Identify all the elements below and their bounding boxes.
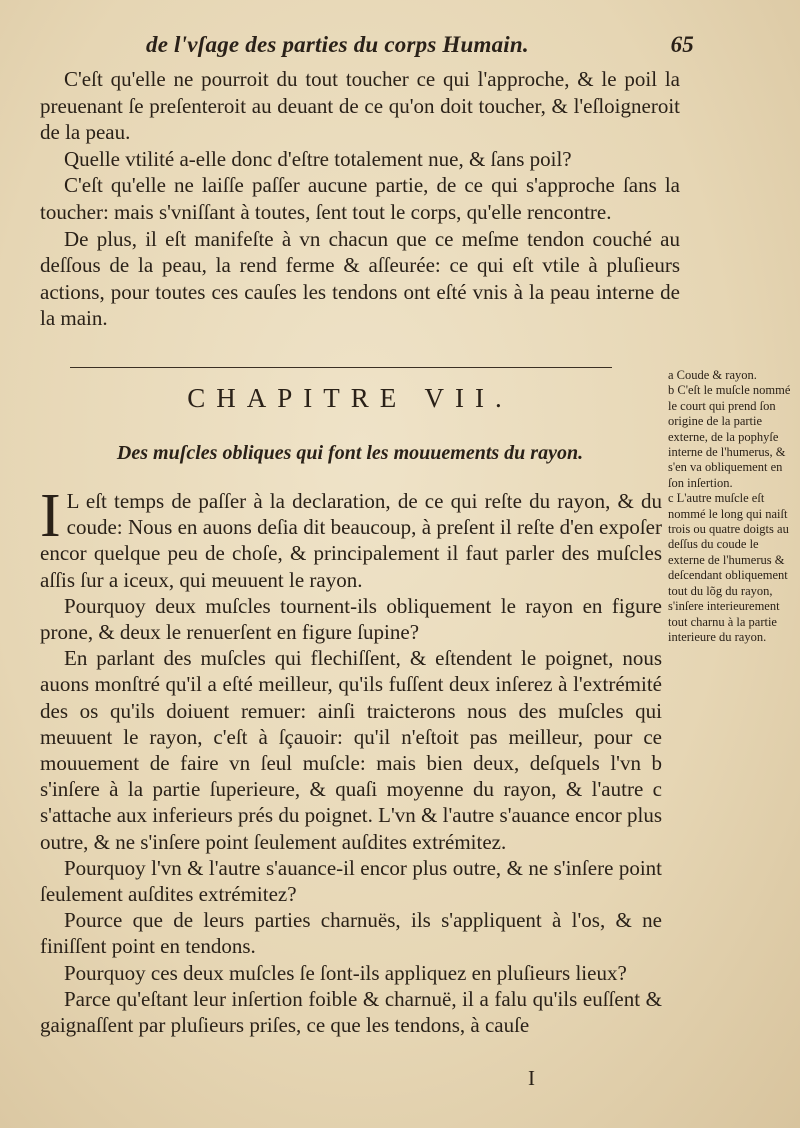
- paragraph: Pourquoy deux muſcles tournent-ils obliquement le rayon en figure prone, & deux le renuerſent en figure ſupine?: [40, 593, 662, 645]
- page-number: 65: [670, 32, 694, 57]
- chapter-heading: CHAPITRE VII.: [187, 383, 513, 413]
- paragraph: Quelle vtilité a-elle donc d'eſtre totalement nue, & ſans poil?: [64, 146, 572, 171]
- margin-notes: [668, 368, 792, 645]
- paragraph: Pourquoy ces deux muſcles ſe ſont-ils appliquez en pluſieurs lieux?: [64, 960, 627, 985]
- margin-note: b C'eſt le muſcle nommé le court qui prend ſon origine de la partie externe, de la pophyſe interne de l'humerus, & s'en va obliquement en ſon inſertion.: [668, 383, 791, 490]
- paragraph: Parce qu'eſtant leur inſertion foible & charnuë, il a falu qu'ils euſſent & gaignaſſent par pluſieurs priſes, ce que les tendons, à cauſe: [40, 986, 662, 1038]
- margin-note: c L'autre muſcle eſt nommé le long qui naiſt trois ou quatre doigts au deſſus du coude le externe de l'humerus & deſcendant obliquement tout du lõg du rayon, s'inſere interieurement tout charnu à la partie interieure du rayon.: [668, 491, 789, 644]
- paragraph: De plus, il eſt manifeſte à vn chacun que ce meſme tendon couché au deſſous de la peau, la rend ferme & aſſeurée: ce qui eſt vtile à pluſieurs actions, pour toutes ces cauſes les tendons ont eſté vnis à la peau interne de la main.: [40, 226, 680, 331]
- running-head-title: de l'vſage des parties du corps Humain.: [146, 32, 529, 57]
- intro-text: [40, 66, 680, 332]
- margin-note: a Coude & rayon.: [668, 368, 757, 382]
- catchword: I: [528, 1066, 535, 1090]
- paragraph: C'eſt qu'elle ne laiſſe paſſer aucune partie, de ce qui s'approche ſans la toucher: mais s'vniſſant à toutes, ſent tout le corps, qu'elle rencontre.: [40, 173, 680, 224]
- section-divider: [70, 367, 612, 368]
- paragraph: [40, 482, 662, 593]
- chapter-body: [40, 482, 662, 1038]
- chapter-subtitle: Des muſcles obliques qui font les mouuements du rayon.: [116, 442, 584, 464]
- paragraph: Pource que de leurs parties charnuës, ils s'appliquent à l'os, & ne finiſſent point en tendons.: [40, 908, 662, 959]
- drop-cap: I: [40, 482, 61, 550]
- paragraph: C'eſt qu'elle ne pourroit du tout toucher ce qui l'approche, & le poil la preuenant ſe preſenteroit au deuant de ce qu'on doit toucher, & l'eſloigneroit de la peau.: [40, 67, 680, 145]
- paragraph: En parlant des muſcles qui flechiſſent, & eſtendent le poignet, nous auons monſtré qu'il a eſté meilleur, qu'ils fuſſent deux inſerez à l'extrémité des os qu'ils doiuent remuer: ainſi traicterons nous des muſcles qui meuuent le rayon, c'eſt à ſçauoir: qu'il n'eſtoit pas meilleur, pour ce mouuement de faire vn ſeul muſcle: mais bien deux, deſquels l'vn b s'inſere à la partie ſuperieure, & quaſi moyenne du rayon, & l'autre c s'attache aux inferieurs prés du poignet. L'vn & l'autre s'auance encor plus outre, & ne s'inſere point ſeulement auſdites extrémitez.: [40, 646, 662, 854]
- running-head: [146, 32, 706, 62]
- paragraph-text: L eſt temps de paſſer à la declaration, de ce qui reſte du rayon, & du coude: Nous en auons deſia dit beaucoup, à preſent il reſte d'en expoſer encor quelque peu de choſe, & principalement il faut parler des muſcles aſſis ſur a iceux, qui meuuent le rayon.: [40, 489, 662, 592]
- paragraph: Pourquoy l'vn & l'autre s'auance-il encor plus outre, & ne s'inſere point ſeulement auſdites extrémitez?: [40, 855, 662, 907]
